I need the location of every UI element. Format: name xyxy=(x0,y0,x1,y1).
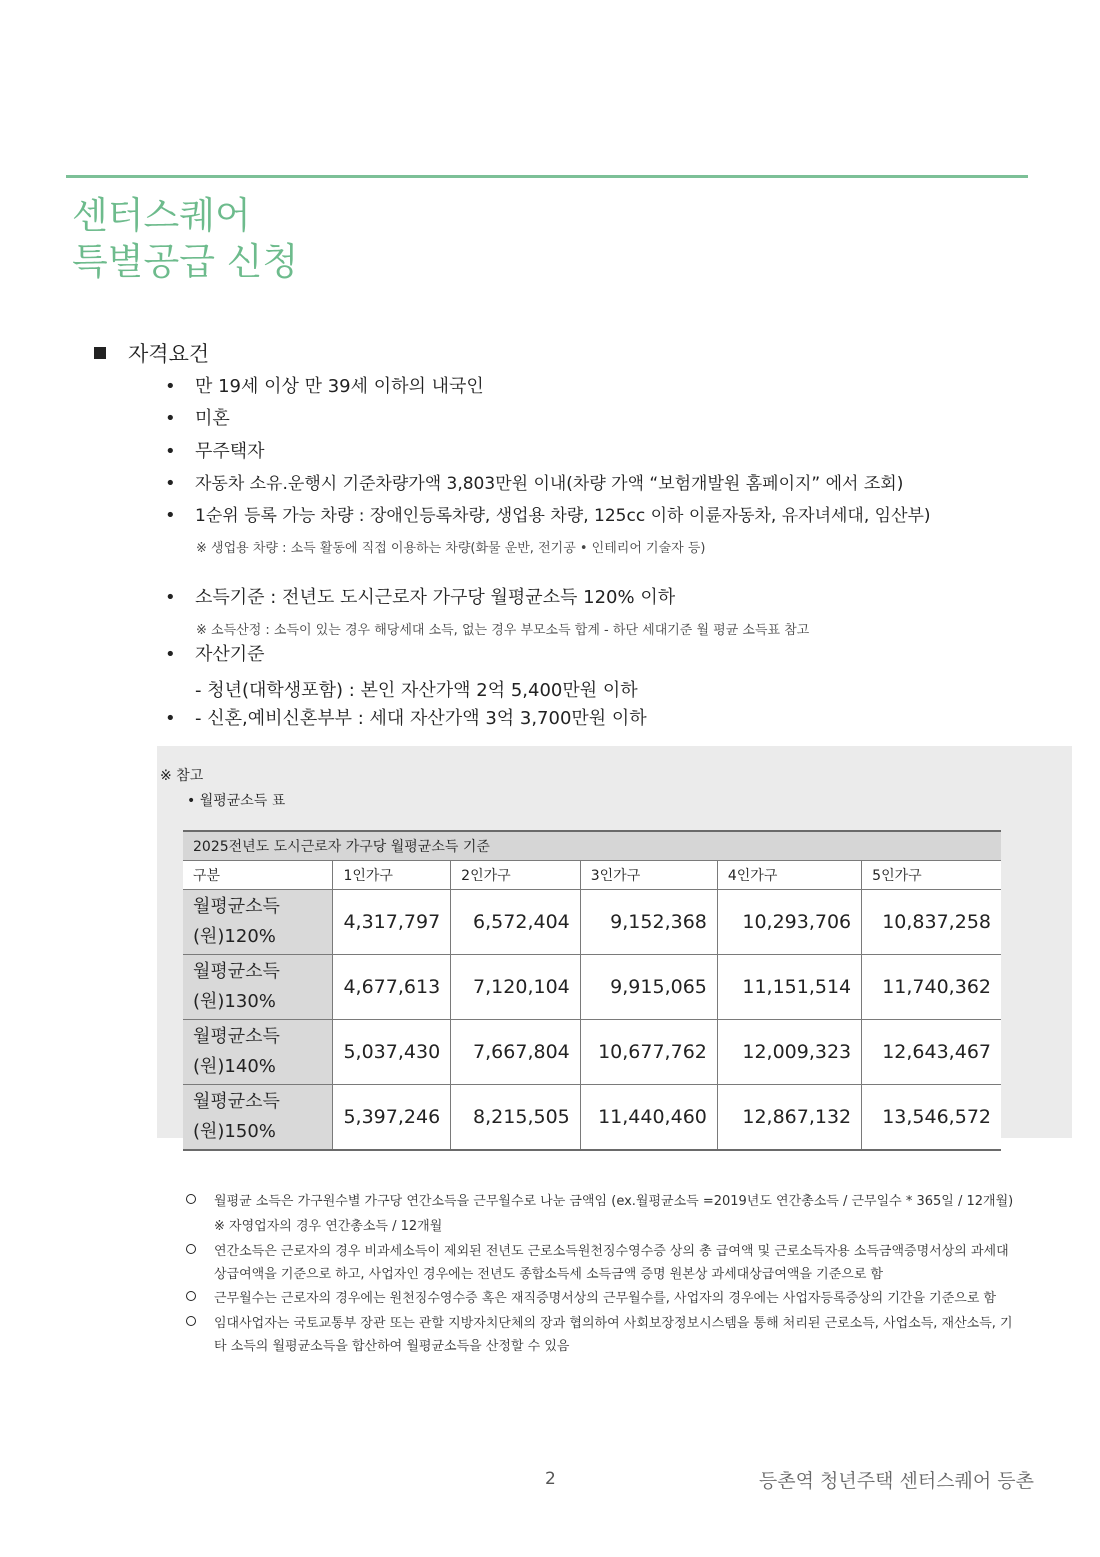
table-row xyxy=(183,1020,1001,1085)
table-cell: 4,317,797 xyxy=(333,890,451,955)
footnote-text: 임대사업자는 국토교통부 장관 또는 관할 지방자치단체의 장과 협의하여 사회보장정보시스템을 통해 처리된 근로소득, 사업소득, 재산소득, 기 xyxy=(214,1316,1013,1331)
table-cell: 5,397,246 xyxy=(333,1085,451,1151)
table-cell: 12,867,132 xyxy=(717,1085,861,1151)
column-header: 4인가구 xyxy=(717,861,861,890)
column-header: 1인가구 xyxy=(333,861,451,890)
table-row xyxy=(183,1085,1001,1151)
row-label-line-1: 월평균소득 xyxy=(193,1091,280,1112)
list-item-text: - 신혼,예비신혼부부 : 세대 자산가액 3억 3,700만원 이하 xyxy=(195,708,647,729)
row-label-line-2: (원)120% xyxy=(193,926,276,947)
table-caption-row xyxy=(183,831,1001,861)
footer-title: 등촌역 청년주택 센터스퀘어 등촌 xyxy=(758,1470,1034,1492)
row-label-line-1: 월평균소득 xyxy=(193,961,280,982)
table-cell: 11,151,514 xyxy=(717,955,861,1020)
reference-sublabel: • 월평균소득 표 xyxy=(187,793,286,809)
row-label xyxy=(183,955,333,1020)
circle-bullet-icon xyxy=(186,1194,196,1204)
title-line-1: 센터스퀘어 xyxy=(72,194,251,237)
list-item-text: 자동차 소유.운행시 기준차량가액 3,803만원 이내(차량 가액 “보험개발원 홈페이지” 에서 조회) xyxy=(195,474,904,494)
income-table xyxy=(183,830,1001,1151)
table-cell: 11,440,460 xyxy=(580,1085,717,1151)
title-line-2: 특별공급 신청 xyxy=(72,240,299,283)
list-item-text: 자산기준 xyxy=(195,644,265,665)
table-cell: 5,037,430 xyxy=(333,1020,451,1085)
circle-bullet-icon xyxy=(186,1244,196,1254)
table-cell: 9,915,065 xyxy=(580,955,717,1020)
bullet-dot-icon: • xyxy=(165,644,176,665)
table-caption: 2025전년도 도시근로자 가구당 월평균소득 기준 xyxy=(183,831,1001,861)
bullet-dot-icon: • xyxy=(165,441,176,462)
row-label-line-1: 월평균소득 xyxy=(193,1026,280,1047)
table-header-row xyxy=(183,861,1001,890)
column-header: 2인가구 xyxy=(451,861,581,890)
table-cell: 7,667,804 xyxy=(451,1020,581,1085)
table-cell: 6,572,404 xyxy=(451,890,581,955)
list-item-text: 만 19세 이상 만 39세 이하의 내국인 xyxy=(195,376,484,397)
list-item-text: 무주택자 xyxy=(195,441,265,462)
circle-bullet-icon xyxy=(186,1291,196,1301)
table-cell: 12,643,467 xyxy=(862,1020,1001,1085)
bullet-dot-icon: • xyxy=(165,408,176,429)
row-label-line-1: 월평균소득 xyxy=(193,896,280,917)
column-header: 구분 xyxy=(183,861,333,890)
table-cell: 10,293,706 xyxy=(717,890,861,955)
bullet-dot-icon: • xyxy=(165,505,176,526)
table-row xyxy=(183,955,1001,1020)
reference-label: ※ 참고 xyxy=(160,768,204,784)
footnote-text: 월평균 소득은 가구원수별 가구당 연간소득을 근무월수로 나눈 금액임 (ex.월평균소득 =2019년도 연간총소득 / 근무일수 * 365일 / 12개월) xyxy=(214,1194,1014,1209)
table-cell: 12,009,323 xyxy=(717,1020,861,1085)
row-label xyxy=(183,890,333,955)
circle-bullet-icon xyxy=(186,1316,196,1326)
table-cell: 4,677,613 xyxy=(333,955,451,1020)
section-heading xyxy=(94,338,209,368)
row-label-line-2: (원)150% xyxy=(193,1121,276,1142)
row-label xyxy=(183,1020,333,1085)
income-note: ※ 소득산정 : 소득이 있는 경우 해당세대 소득, 없는 경우 부모소득 합계 - 하단 세대기준 월 평균 소득표 참고 xyxy=(196,623,810,638)
table-cell: 9,152,368 xyxy=(580,890,717,955)
row-label-line-2: (원)140% xyxy=(193,1056,276,1077)
footnote-text: 연간소득은 근로자의 경우 비과세소득이 제외된 전년도 근로소득원천징수영수증 상의 총 급여액 및 근로소득자용 소득금액증명서상의 과세대 xyxy=(214,1244,1009,1259)
table-row xyxy=(183,890,1001,955)
youth-asset-line: - 청년(대학생포함) : 본인 자산가액 2억 5,400만원 이하 xyxy=(195,680,638,701)
bullet-dot-icon: • xyxy=(165,587,176,608)
list-item-text: 미혼 xyxy=(195,408,230,429)
square-bullet-icon xyxy=(94,347,106,359)
page-number: 2 xyxy=(545,1469,556,1489)
table-cell: 8,215,505 xyxy=(451,1085,581,1151)
footnote-text: ※ 자영업자의 경우 연간총소득 / 12개월 xyxy=(214,1219,443,1234)
table-cell: 10,837,258 xyxy=(862,890,1001,955)
row-label xyxy=(183,1085,333,1151)
bullet-dot-icon: • xyxy=(165,473,176,494)
table-cell: 13,546,572 xyxy=(862,1085,1001,1151)
footnote-text: 근무월수는 근로자의 경우에는 원천징수영수증 혹은 재직증명서상의 근무월수를, 사업자의 경우에는 사업자등록증상의 기간을 기준으로 함 xyxy=(214,1291,997,1306)
table-cell: 10,677,762 xyxy=(580,1020,717,1085)
section-heading-label: 자격요건 xyxy=(128,342,210,366)
table-cell: 7,120,104 xyxy=(451,955,581,1020)
footnote-text: 타 소득의 월평균소득을 합산하여 월평균소득을 산정할 수 있음 xyxy=(214,1339,570,1354)
list-item-text: 1순위 등록 가능 차량 : 장애인등록차량, 생업용 차량, 125cc 이하 이륜자동차, 유자녀세대, 임산부) xyxy=(195,506,931,526)
column-header: 3인가구 xyxy=(580,861,717,890)
top-divider xyxy=(66,175,1028,178)
vehicle-note: ※ 생업용 차량 : 소득 활동에 직접 이용하는 차량(화물 운반, 전기공 • 인테리어 기술자 등) xyxy=(196,541,706,556)
bullet-dot-icon: • xyxy=(165,708,176,729)
footnote-text: 상급여액을 기준으로 하고, 사업자인 경우에는 전년도 종합소득세 소득금액 증명 원본상 과세대상급여액을 기준으로 함 xyxy=(214,1267,884,1282)
row-label-line-2: (원)130% xyxy=(193,991,276,1012)
list-item-text: 소득기준 : 전년도 도시근로자 가구당 월평균소득 120% 이하 xyxy=(195,587,676,608)
column-header: 5인가구 xyxy=(862,861,1001,890)
page-title xyxy=(72,193,298,285)
table-cell: 11,740,362 xyxy=(862,955,1001,1020)
bullet-dot-icon: • xyxy=(165,376,176,397)
